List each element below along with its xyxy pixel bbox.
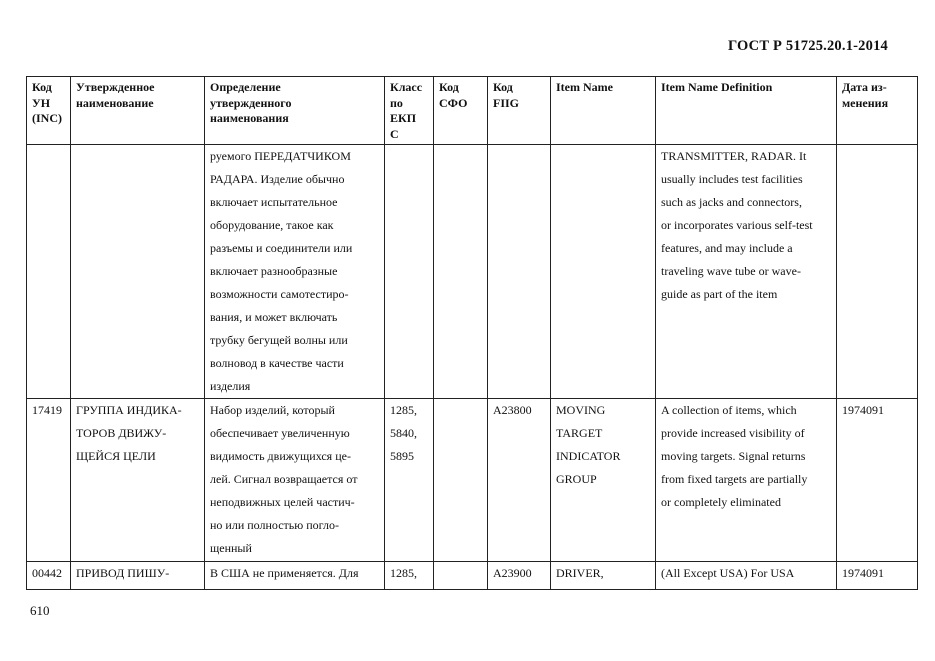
cell-text-line: or incorporates various self-test — [661, 218, 813, 232]
cell-text-line: TRANSMITTER, RADAR. It — [661, 149, 807, 163]
cell-text-line: GROUP — [556, 472, 597, 486]
cell-text-line: возможности самотестиро- — [210, 287, 349, 301]
cell-text-line: from fixed targets are partially — [661, 472, 808, 486]
cell-sfo — [434, 562, 488, 590]
table-row — [27, 562, 918, 590]
cell-text-line: Дата из- — [842, 80, 887, 94]
cell-change-date: 1974091 — [837, 399, 918, 562]
cell-text-line: 1285, — [390, 566, 417, 580]
cell-text-line: 5895 — [390, 449, 414, 463]
cell-definition — [205, 145, 385, 399]
cell-text-line: Класс — [390, 80, 423, 94]
cell-text-line: волновод в качестве части — [210, 356, 344, 370]
cell-inc — [27, 145, 71, 399]
cell-change-date: 1974091 — [837, 562, 918, 590]
cell-text-line: Набор изделий, который — [210, 403, 335, 417]
cell-class — [385, 562, 434, 590]
cell-text-line: or completely eliminated — [661, 495, 781, 509]
cell-sfo — [434, 399, 488, 562]
cell-text-line: INDICATOR — [556, 449, 621, 463]
cell-text-line: features, and may include a — [661, 241, 793, 255]
col-header-fiig — [488, 77, 551, 145]
cell-item-name — [551, 562, 656, 590]
col-header-definition — [205, 77, 385, 145]
cell-text-line: Item Name Definition — [661, 80, 773, 94]
cell-text-line: traveling wave tube or wave- — [661, 264, 801, 278]
cell-item-definition — [656, 145, 837, 399]
cell-text-line: 5840, — [390, 426, 417, 440]
cell-text-line: usually includes test facilities — [661, 172, 803, 186]
cell-text-line: provide increased visibility of — [661, 426, 805, 440]
col-header-approved-name — [71, 77, 205, 145]
cell-text-line: но или полностью погло- — [210, 518, 339, 532]
cell-text-line: по — [390, 95, 403, 110]
cell-text-line: ТОРОВ ДВИЖУ- — [76, 426, 167, 440]
cell-text-line: включает разнообразные — [210, 264, 338, 278]
cell-sfo — [434, 145, 488, 399]
cell-inc: 17419 — [27, 399, 71, 562]
cell-class — [385, 145, 434, 399]
cell-text-line: менения — [842, 95, 889, 110]
cell-change-date — [837, 145, 918, 399]
cell-text-line: щенный — [210, 541, 252, 555]
cell-text-line: Item Name — [556, 80, 613, 94]
col-header-change-date — [837, 77, 918, 145]
cell-text-line: Код — [493, 80, 513, 94]
cell-fiig: A23900 — [488, 562, 551, 590]
cell-text-line: 1285, — [390, 403, 417, 417]
cell-class — [385, 399, 434, 562]
cell-definition — [205, 399, 385, 562]
cell-text-line: Определение — [210, 80, 281, 94]
cell-text-line: such as jacks and connectors, — [661, 195, 802, 209]
col-header-class — [385, 77, 434, 145]
cell-text-line: A collection of items, which — [661, 403, 797, 417]
col-header-sfo — [434, 77, 488, 145]
col-header-item-name — [551, 77, 656, 145]
cell-text-line: ПРИВОД ПИШУ- — [76, 566, 170, 580]
cell-text-line: наименования — [210, 111, 289, 125]
cell-text-line: вания, и может включать — [210, 310, 338, 324]
col-header-inc — [27, 77, 71, 145]
cell-text-line: СФО — [439, 95, 468, 110]
document-header: ГОСТ Р 51725.20.1-2014 — [727, 38, 888, 54]
cell-text-line: лей. Сигнал возвращается от — [210, 472, 358, 486]
cell-text-line: ГРУППА ИНДИКА- — [76, 403, 182, 417]
cell-text-line: MOVING — [556, 403, 606, 417]
col-header-item-definition — [656, 77, 837, 145]
cell-approved-name — [71, 399, 205, 562]
cell-text-line: трубку бегущей волны или — [210, 333, 348, 347]
cell-text-line: оборудование, такое как — [210, 218, 334, 232]
cell-text-line: руемого ПЕРЕДАТЧИКОМ — [210, 149, 351, 163]
cell-approved-name — [71, 562, 205, 590]
page-number: 610 — [30, 603, 50, 618]
cell-text-line: ЕКП — [390, 111, 417, 125]
cell-text-line: DRIVER, — [556, 566, 604, 580]
table-header-row — [27, 77, 918, 145]
cell-text-line: Код — [439, 80, 459, 94]
cell-fiig: A23800 — [488, 399, 551, 562]
cell-text-line: Утвержденное — [76, 80, 155, 94]
cell-text-line: В США не применяется. Для — [210, 566, 359, 580]
cell-text-line: guide as part of the item — [661, 287, 778, 301]
cell-item-name — [551, 399, 656, 562]
cell-fiig — [488, 145, 551, 399]
cell-text-line: moving targets. Signal returns — [661, 449, 806, 463]
cell-inc: 00442 — [27, 562, 71, 590]
cell-text-line: TARGET — [556, 426, 603, 440]
cell-text-line: ЩЕЙСЯ ЦЕЛИ — [76, 449, 156, 463]
table-row — [27, 145, 918, 399]
cell-text-line: утвержденного — [210, 95, 292, 110]
cell-text-line: изделия — [210, 379, 251, 393]
cell-definition — [205, 562, 385, 590]
cell-text-line: РАДАРА. Изделие обычно — [210, 172, 345, 186]
cell-item-name — [551, 145, 656, 399]
cell-item-definition — [656, 562, 837, 590]
cell-text-line: С — [390, 126, 399, 141]
cell-text-line: (All Except USA) For USA — [661, 566, 795, 580]
cell-approved-name — [71, 145, 205, 399]
cell-text-line: (INC) — [32, 111, 62, 125]
cell-text-line: Код — [32, 80, 52, 94]
table-row — [27, 399, 918, 562]
cell-text-line: FIIG — [493, 95, 520, 110]
cell-text-line: наименование — [76, 95, 154, 110]
cell-text-line: включает испытательное — [210, 195, 338, 209]
cell-text-line: разъемы и соединители или — [210, 241, 353, 255]
cell-item-definition — [656, 399, 837, 562]
cell-text-line: видимость движущихся це- — [210, 449, 351, 463]
cell-text-line: обеспечивает увеличенную — [210, 426, 350, 440]
cell-text-line: неподвижных целей частич- — [210, 495, 355, 509]
catalog-table — [26, 76, 918, 590]
cell-text-line: УН — [32, 95, 51, 110]
